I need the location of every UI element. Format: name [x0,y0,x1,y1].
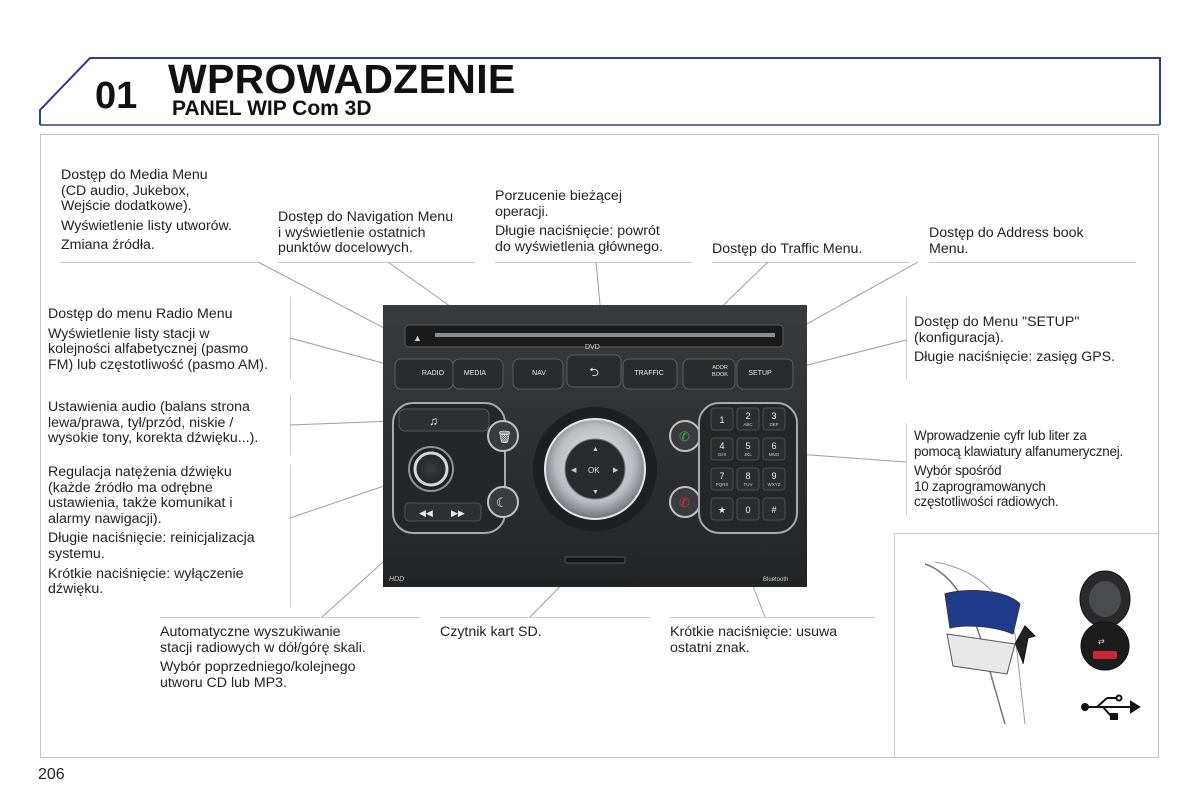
keypad-key-letters: PQRS [715,482,729,487]
callout-media-line: Dostęp do Media Menu (CD audio, Jukebox, Wejście dodatkowe). [61,167,208,215]
keypad-key-number: 5 [745,441,751,451]
callout-delete-line: Krótkie naciśnięcie: usuwa ostatni znak. [670,624,838,656]
ok-button[interactable]: OK [588,466,600,475]
audio-settings-button[interactable] [399,409,489,431]
media-button-label: MEDIA [463,370,487,377]
callout-radio-line: Dostęp do menu Radio Menu [48,306,233,322]
keypad-key-number: 8 [745,471,751,481]
radio-button-label: RADIO [421,370,445,377]
right-arrow-icon: ▶ [613,467,619,474]
bluetooth-logo: Bluetooth [763,577,789,583]
nav-button-label: NAV [532,370,546,377]
setup-button-label: SETUP [748,370,772,377]
keypad-key-number: 4 [719,441,725,451]
usb-symbol-icon [1082,696,1139,720]
keypad-key-letters: ABC [743,422,753,427]
left-arrow-icon: ◀ [571,467,577,474]
keypad-key-number: 9 [771,471,777,481]
callout-sd-line: Czytnik kart SD. [440,624,542,640]
page-subtitle: PANEL WIP Com 3D [172,97,372,120]
keypad-key-letters: JKL [744,452,752,457]
keypad-key-letters: DEF [769,422,779,427]
callout-setup-line: Długie naciśnięcie: zasięg GPS. [914,349,1116,366]
callout-address-line: Dostęp do Address book Menu. [929,225,1084,257]
keypad-key-letters: MNO [768,452,780,457]
callout-volume-line: Regulacja natężenia dźwięku (każde źródło ma odrębne ustawienia, także komunikat i alarmy nawigacji). [48,464,233,527]
seek-buttons[interactable] [405,503,481,521]
keypad-key-number: 7 [719,471,725,481]
phone-accept-icon: ✆ [679,429,690,444]
usb-illustration [895,534,1159,759]
callout-traffic-line: Dostęp do Traffic Menu. [712,241,863,257]
hdd-logo: HDD [389,576,405,583]
usb-port[interactable] [1081,622,1129,670]
keypad-key-letters: WXYZ [767,482,781,487]
back-arrow-icon: ⮌ [589,365,599,379]
radio-panel [383,305,807,587]
callout-keypad-line: Wybór spośród 10 zaprogramowanych częstotliwości radiowych. [914,463,1059,510]
callout-seek-line: Automatyczne wyszukiwanie stacji radiowych w dół/górę skali. [160,624,366,656]
keypad-key-number: # [771,505,777,515]
down-arrow-icon: ▼ [592,489,599,496]
keypad-key-number: 1 [719,415,725,425]
chapter-number: 01 [95,75,138,117]
seek-forward-icon: ▶▶ [451,508,465,518]
callout-setup-line: Dostęp do Menu "SETUP" (konfiguracja). [914,314,1080,346]
callout-media-line: Wyświetlenie listy utworów. [61,217,232,234]
page-number: 206 [38,766,65,783]
moon-icon: ☾ [496,495,508,510]
keypad-key-letters: TUV [743,482,753,487]
callout-audio-line: Ustawienia audio (balans strona lewa/prawa, tył/przód, niskie / wysokie tony, korekta dźwięku...). [48,399,259,447]
callout-seek-line: Wybór poprzedniego/kolejnego utworu CD lub MP3. [160,659,356,691]
phone-hangup-icon: ✆ [679,495,690,510]
trash-icon: 🗑 [497,430,513,444]
usb-cover [945,591,1020,634]
sd-card-slot[interactable] [565,557,625,563]
callout-back-line: Długie naciśnięcie: powrót do wyświetlenia głównego. [495,223,663,255]
keypad-key-letters: GHI [717,452,727,457]
callout-volume-line: Długie naciśnięcie: reinicjalizacja systemu. [48,530,255,562]
traffic-button-label: TRAFFIC [634,370,664,377]
keypad-key-number: 0 [745,505,751,515]
keypad-key-number: 6 [771,441,777,451]
usb-inset [894,533,1158,758]
address-book-label: ADDR [712,365,728,371]
keypad-key-number: 3 [771,411,777,421]
callout-nav-line: Dostęp do Navigation Menu i wyświetlenie ostatnich punktów docelowych. [278,209,454,257]
up-arrow-icon: ▲ [592,446,599,453]
callout-media-line: Zmiana źródła. [61,237,155,254]
callout-radio-line: Wyświetlenie listy stacji w kolejności alfabetycznej (pasmo FM) lub częstotliwość (pasmo AM). [48,325,268,373]
page-title: WPROWADZENIE [168,56,516,102]
keypad-key-number: 2 [745,411,751,421]
callout-volume-line: Krótkie naciśnięcie: wyłączenie dźwięku. [48,565,244,598]
callout-back-line: Porzucenie bieżącej operacji. [495,188,622,220]
seek-back-icon: ◀◀ [419,508,433,518]
keypad-key-number: ★ [717,505,727,515]
callout-keypad-line: Wprowadzenie cyfr lub liter za pomocą klawiatury alfanumerycznej. [914,428,1124,459]
music-note-icon: ♫ [429,414,438,428]
address-book-label: BOOK [712,372,728,378]
svg-text:⇄: ⇄ [1098,637,1105,646]
svg-text:▲: ▲ [413,333,422,343]
disc-label: DVD [585,344,600,351]
